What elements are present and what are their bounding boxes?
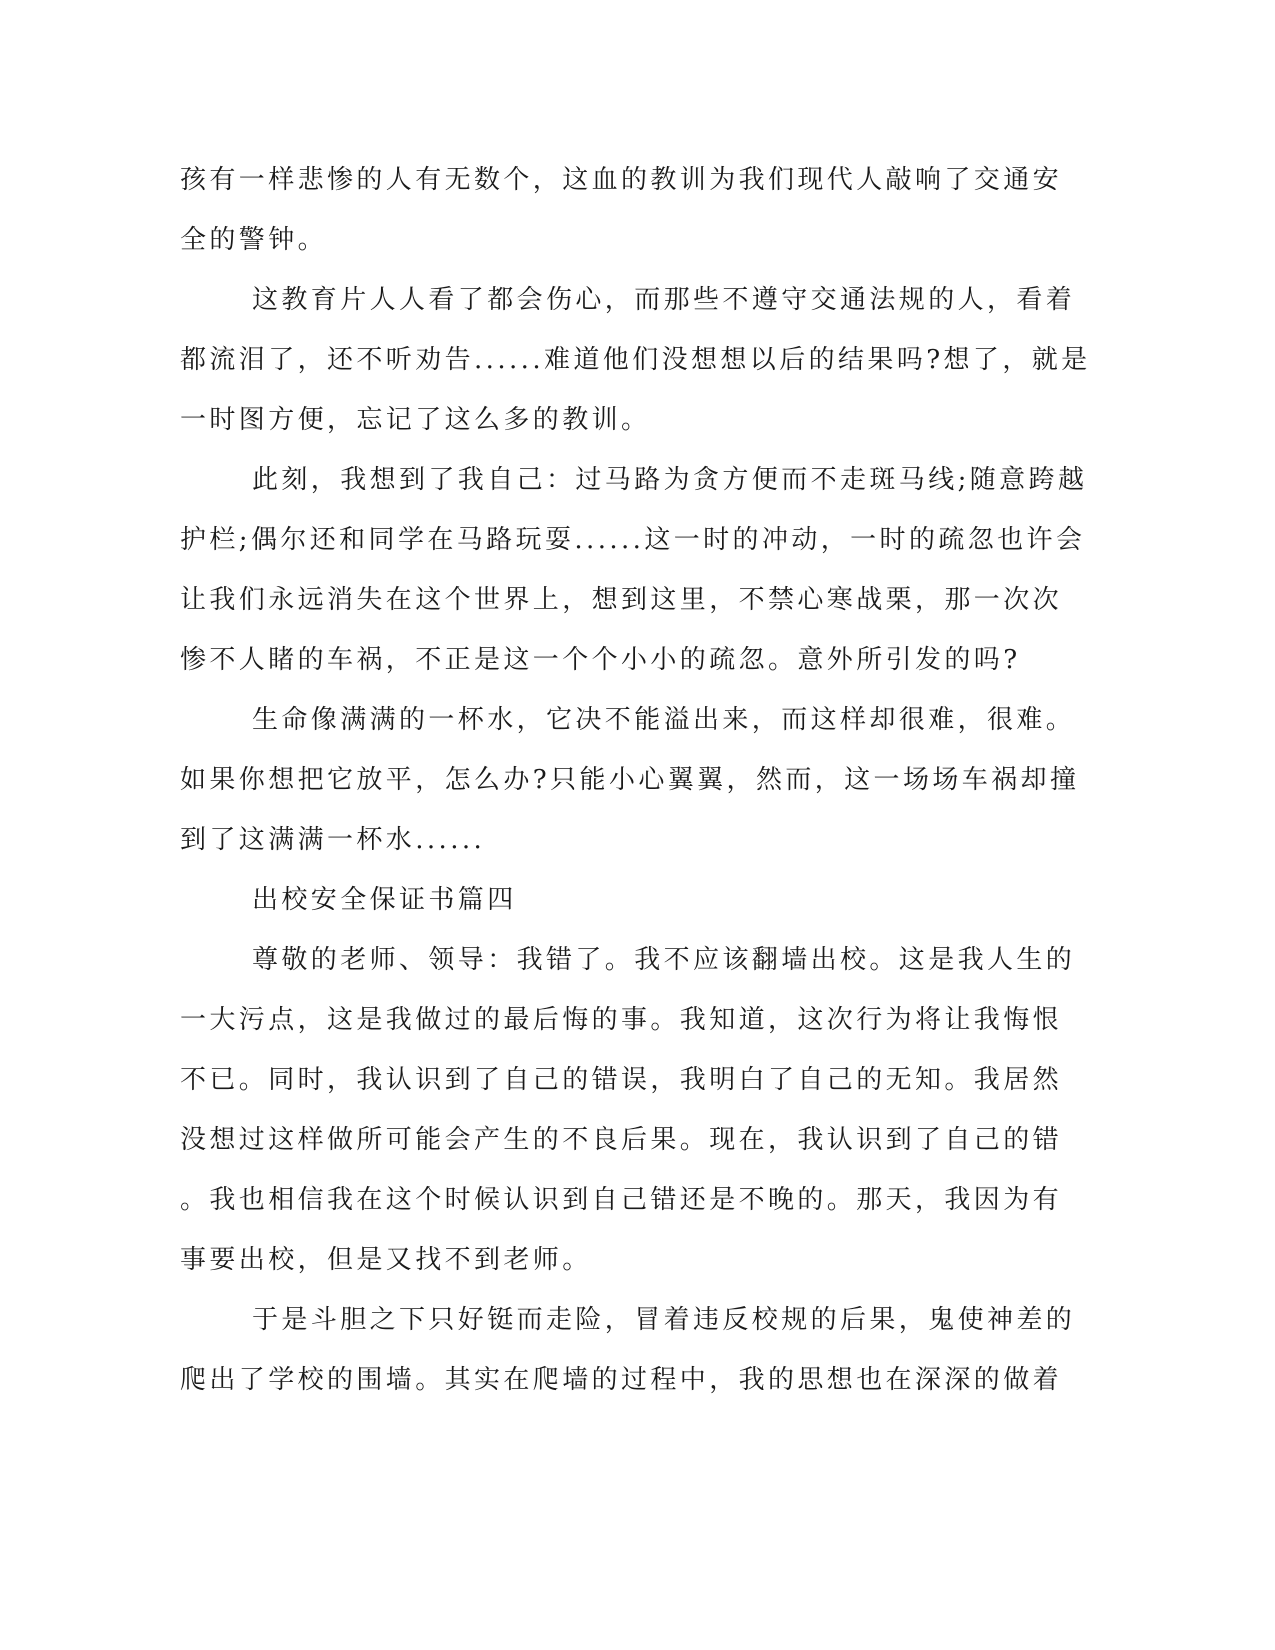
text-line: 惨不人睹的车祸，不正是这一个个小小的疏忽。意外所引发的吗? (180, 645, 1021, 675)
text-line: 爬出了学校的围墙。其实在爬墙的过程中，我的思想也在深深的做着 (180, 1365, 1063, 1395)
text-line: 护栏;偶尔还和同学在马路玩耍......这一时的冲动，一时的疏忽也许会 (180, 525, 1086, 555)
text-line: 全的警钟。 (180, 225, 328, 255)
text-line: 一时图方便，忘记了这么多的教训。 (180, 405, 651, 435)
text-line: 于是斗胆之下只好铤而走险，冒着违反校规的后果，鬼使神差的 (252, 1305, 1076, 1335)
text-line: 生命像满满的一杯水，它决不能溢出来，而这样却很难，很难。 (252, 705, 1076, 735)
text-line: 孩有一样悲惨的人有无数个，这血的教训为我们现代人敲响了交通安 (180, 165, 1063, 195)
text-line: 不已。同时，我认识到了自己的错误，我明白了自己的无知。我居然 (180, 1065, 1063, 1095)
text-line: 尊敬的老师、领导：我错了。我不应该翻墙出校。这是我人生的 (252, 945, 1076, 975)
text-line: 。我也相信我在这个时候认识到自己错还是不晚的。那天，我因为有 (180, 1185, 1063, 1215)
document-body (180, 150, 1091, 1410)
text-line: 事要出校，但是又找不到老师。 (180, 1245, 592, 1275)
text-line: 没想过这样做所可能会产生的不良后果。现在，我认识到了自己的错 (180, 1125, 1063, 1155)
section-heading: 出校安全保证书篇四 (252, 885, 517, 915)
text-line: 让我们永远消失在这个世界上，想到这里，不禁心寒战栗，那一次次 (180, 585, 1063, 615)
text-line: 此刻，我想到了我自己：过马路为贪方便而不走斑马线;随意跨越 (252, 465, 1088, 495)
text-line: 如果你想把它放平，怎么办?只能小心翼翼，然而，这一场场车祸却撞 (180, 765, 1080, 795)
text-line: 一大污点，这是我做过的最后悔的事。我知道，这次行为将让我悔恨 (180, 1005, 1063, 1035)
text-line: 这教育片人人看了都会伤心，而那些不遵守交通法规的人，看着 (252, 285, 1076, 315)
text-line: 都流泪了，还不听劝告......难道他们没想想以后的结果吗?想了，就是 (180, 345, 1091, 375)
text-line: 到了这满满一杯水...... (180, 825, 486, 855)
